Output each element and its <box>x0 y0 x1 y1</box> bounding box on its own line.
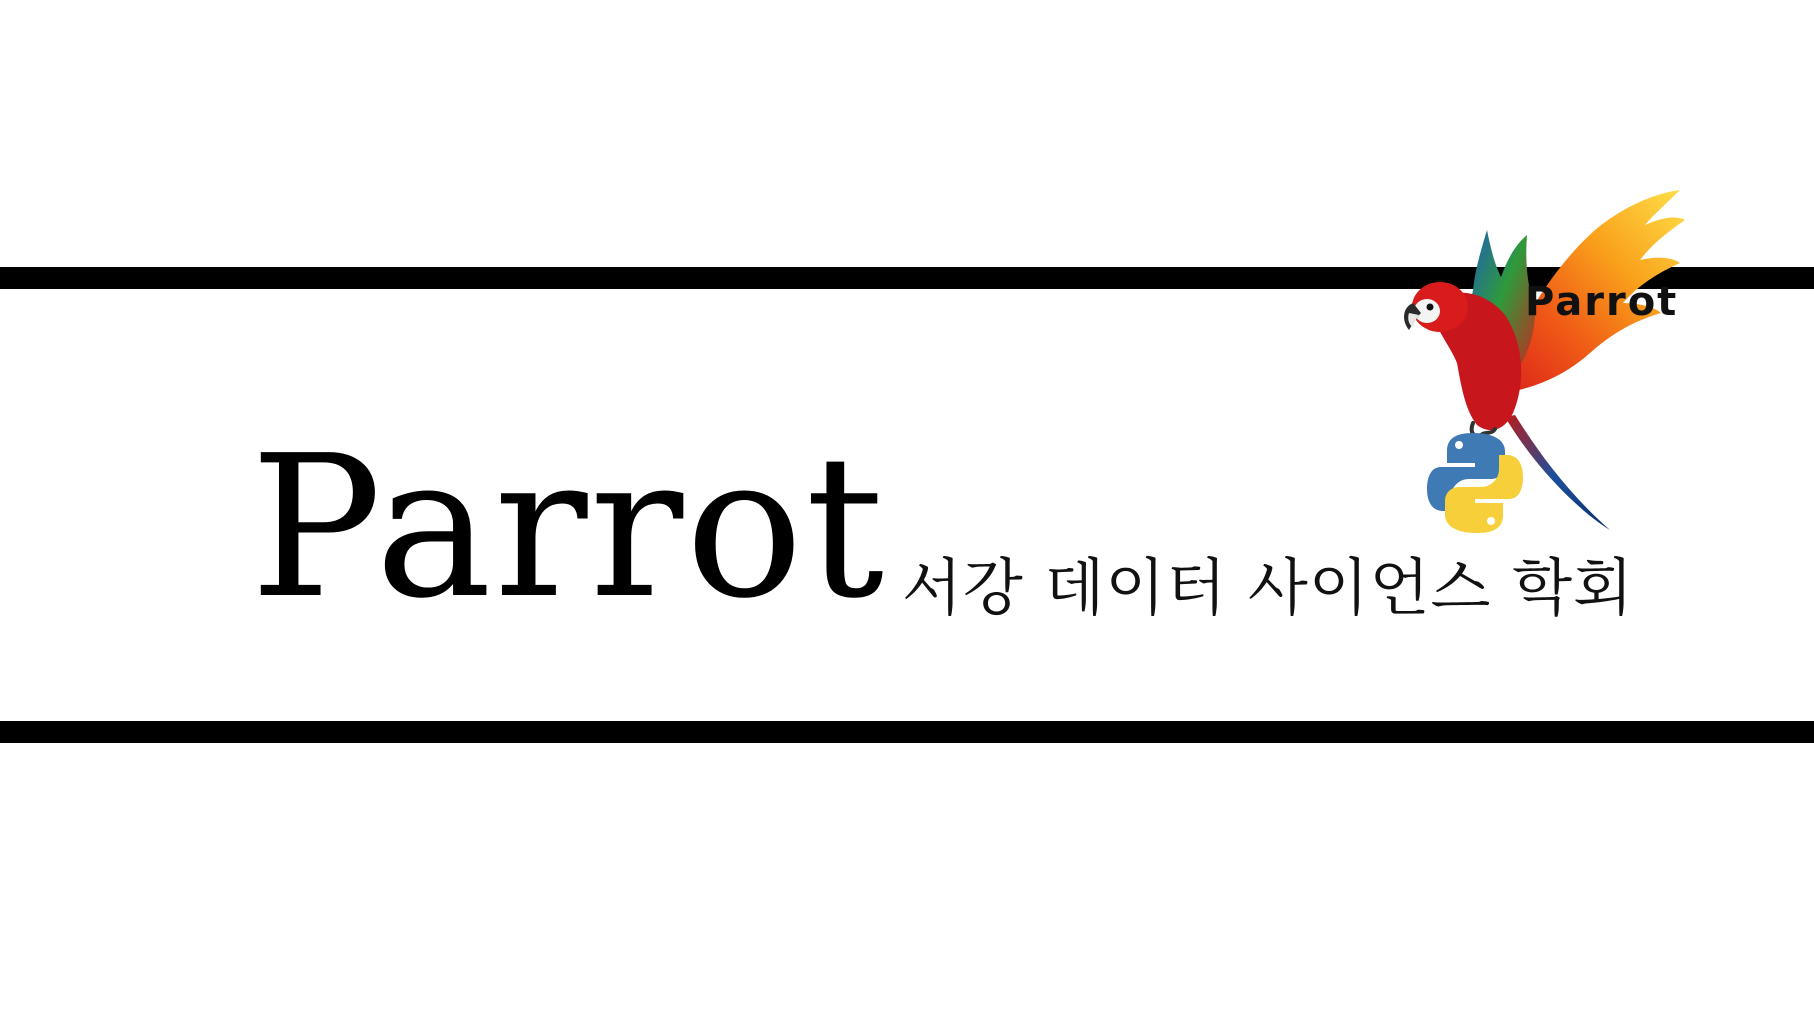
logo-wordmark: Parrot <box>1525 279 1679 325</box>
subtitle-society-name: 서강 데이터 사이언스 학회 <box>902 551 1634 624</box>
bottom-divider-bar <box>0 721 1814 743</box>
main-title: Parrot <box>250 414 887 642</box>
parrot-on-python-logo-icon <box>1395 185 1685 535</box>
parrot-logo <box>1395 185 1685 535</box>
